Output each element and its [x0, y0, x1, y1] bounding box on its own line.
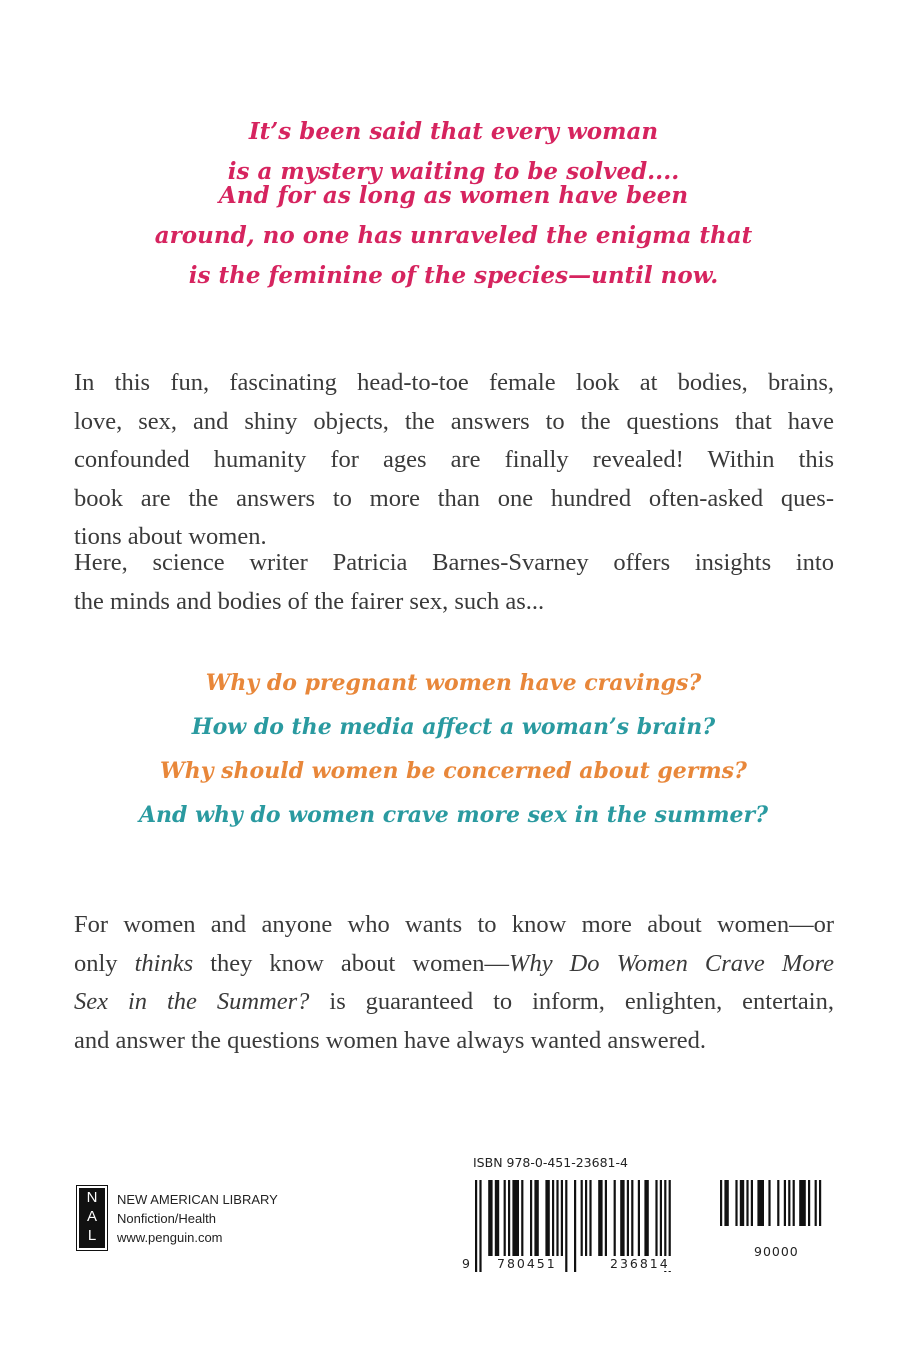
- price-addon-barcode: [720, 1180, 834, 1242]
- barcode-bar: [793, 1180, 795, 1226]
- barcode-bar: [815, 1180, 817, 1226]
- hook-text-2: [0, 176, 907, 296]
- barcode-bar: [504, 1180, 506, 1256]
- barcode-bar: [808, 1180, 810, 1226]
- barcode-bar: [799, 1180, 806, 1226]
- addon-digits: 90000: [754, 1244, 799, 1259]
- logo-letter: L: [87, 1227, 97, 1244]
- barcode-bar: [561, 1180, 563, 1256]
- text: only: [74, 949, 135, 977]
- barcode-bar: [784, 1180, 786, 1226]
- book-title: Why Do Women Crave More: [509, 949, 834, 977]
- barcode-bar: [508, 1180, 510, 1256]
- publisher-info: [117, 1190, 278, 1247]
- barcode-bar: [724, 1180, 728, 1226]
- question-item: How do the media affect a woman’s brain?: [191, 714, 716, 740]
- barcode-bar: [638, 1180, 640, 1256]
- hook-line: is a mystery waiting to be solved....: [227, 158, 680, 185]
- barcode-bar: [788, 1180, 790, 1226]
- barcode-bar: [627, 1180, 629, 1256]
- barcode-digit-lead: 9: [462, 1256, 470, 1271]
- barcode-bar: [751, 1180, 753, 1226]
- barcode-bar: [819, 1180, 821, 1226]
- barcode-bar: [495, 1180, 499, 1256]
- question-item: Why should women be concerned about germs?: [160, 758, 747, 784]
- nal-logo: [77, 1186, 107, 1250]
- text: is guaranteed to inform, enlighten, entertain,: [309, 988, 834, 1015]
- questions-list: [0, 661, 907, 837]
- barcode-bar: [720, 1180, 722, 1226]
- category: Nonfiction/Health: [117, 1211, 216, 1226]
- website: www.penguin.com: [117, 1230, 223, 1245]
- logo-letter: A: [86, 1208, 97, 1225]
- description-paragraph-1: [74, 364, 834, 557]
- barcode-digits-left: 780451: [497, 1256, 557, 1271]
- barcode-bar: [545, 1180, 549, 1256]
- description-paragraph-2: [74, 544, 834, 621]
- barcode-bar: [620, 1180, 624, 1256]
- hook-line: And for as long as women have been: [218, 182, 689, 209]
- barcode-bar: [530, 1180, 532, 1256]
- text: they know about women—: [193, 949, 510, 977]
- barcode-bar: [605, 1180, 607, 1256]
- publisher-name: NEW AMERICAN LIBRARY: [117, 1192, 278, 1207]
- barcode-bar: [479, 1180, 481, 1272]
- text-line: and answer the questions women have always wanted answered.: [74, 1026, 707, 1054]
- question-item: And why do women crave more sex in the summer?: [138, 802, 769, 828]
- barcode-bar: [740, 1180, 744, 1226]
- barcode-bar: [746, 1180, 748, 1226]
- barcode-bar: [534, 1180, 538, 1256]
- barcode-bar: [655, 1180, 657, 1256]
- emphasis: thinks: [134, 949, 194, 977]
- barcode-bar: [631, 1180, 633, 1256]
- barcode-bar: [556, 1180, 558, 1256]
- text-line: the minds and bodies of the fairer sex, such as...: [74, 587, 545, 615]
- description-paragraph-3: [74, 906, 834, 1060]
- text-line: [74, 945, 834, 984]
- text-line: book are the answers to more than one hundred often-asked ques-: [74, 484, 834, 512]
- barcode-bar: [488, 1180, 492, 1256]
- barcode-bar: [598, 1180, 602, 1256]
- barcode-bar: [644, 1180, 648, 1256]
- barcode-bar: [574, 1180, 576, 1272]
- barcode-bar: [521, 1180, 523, 1256]
- barcode-bar: [735, 1180, 737, 1226]
- text-line: In this fun, fascinating head-to-toe female look at bodies, brains,: [74, 369, 834, 396]
- barcode-digits-right: 236814: [610, 1256, 670, 1271]
- text-line: tions about women.: [74, 523, 267, 550]
- barcode-bar: [768, 1180, 770, 1226]
- text-line: Here, science writer Patricia Barnes-Svarney offers insights into: [74, 549, 834, 576]
- book-title: Sex in the Summer?: [74, 988, 310, 1015]
- barcode-bar: [585, 1180, 587, 1256]
- text-line: For women and anyone who wants to know more about women—or: [74, 911, 834, 938]
- text-line: confounded humanity for ages are finally revealed! Within this: [74, 446, 834, 473]
- barcode-bar: [581, 1180, 583, 1256]
- text-line: [74, 983, 834, 1022]
- barcode-bar: [757, 1180, 764, 1226]
- text-line: love, sex, and shiny objects, the answers to the questions that have: [74, 407, 834, 435]
- hook-line: around, no one has unraveled the enigma that: [154, 222, 753, 249]
- isbn-label: ISBN 978-0-451-23681-4: [473, 1155, 628, 1170]
- barcode-bar: [589, 1180, 591, 1256]
- barcode-bar: [512, 1180, 519, 1256]
- barcode-bar: [475, 1180, 477, 1272]
- hook-line: is the feminine of the species—until now.: [188, 262, 719, 289]
- logo-letter: N: [86, 1189, 98, 1206]
- question-item: Why do pregnant women have cravings?: [205, 670, 702, 696]
- barcode-bar: [565, 1180, 567, 1272]
- barcode-bar: [660, 1180, 662, 1256]
- barcode-bar: [614, 1180, 616, 1256]
- hook-line: It’s been said that every woman: [248, 118, 659, 145]
- barcode-bar: [777, 1180, 779, 1226]
- barcode-bar: [552, 1180, 554, 1256]
